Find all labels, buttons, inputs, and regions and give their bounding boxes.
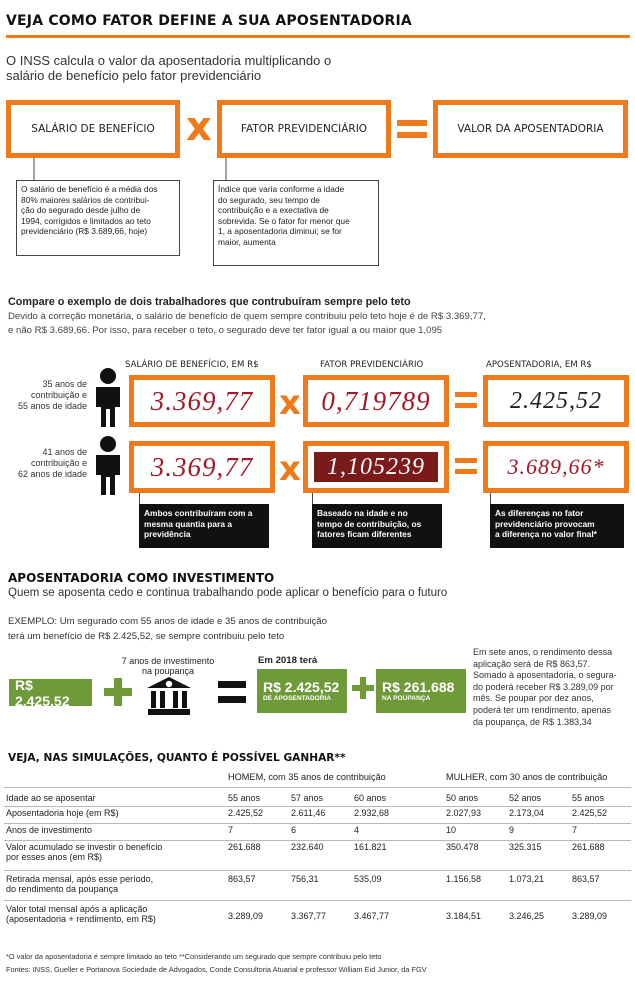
person-icon xyxy=(93,367,123,429)
bnote-diferencas: As diferenças no fator previdenciário provocam a diferença no valor final* xyxy=(490,504,624,548)
investment-side-text: Em sete anos, o rendimento dessa aplicação será de R$ 863,57. Somado à aposentadoria, o segura- do poderá receber R$ 3.289,09 por mês. Se poupar por dez anos, poderá ter um rendimento, apenas da poupança, de R$ 1.383,34 xyxy=(473,647,617,727)
person-icon xyxy=(93,435,123,497)
table-row: Retirada mensal, após esse período, do rendimento da poupança 863,57 756,31 535,09 1.156,58 1.073,21 863,57 xyxy=(4,871,631,901)
connector-1 xyxy=(28,158,40,180)
bnote-ambos: Ambos contribuíram com a mesma quantia para a previdência xyxy=(139,504,269,548)
connector-2 xyxy=(220,158,232,180)
compare-title: Compare o exemplo de dois trabalhadores que contrubuíram sempre pelo teto xyxy=(8,296,411,308)
equals-big-sign xyxy=(218,681,246,705)
note-salario: O salário de benefício é a média dos 80% maiores salários de contribui- ção do segurado desde julho de 1994, corrigidos e limitados ao teto previdenciário (R$ 3.689,66, hoje) xyxy=(16,180,180,256)
result-poupanca-box: R$ 261.688 NA POUPANÇA xyxy=(376,669,466,713)
bank-icon xyxy=(145,676,193,716)
result-aposentadoria-box: R$ 2.425,52 DE APOSENTADORIA xyxy=(257,669,347,713)
page-title: VEJA COMO FATOR DEFINE A SUA APOSENTADORIA xyxy=(6,13,412,29)
note-fator: Índice que varia conforme a idade do segurado, seu tempo de contribuição e a exectativa de sobrevida. Se o fator for menor que 1, a aposentadoria diminui; se for maior, aumenta xyxy=(213,180,379,266)
row2-label: 41 anos de contribuição e 62 anos de idade xyxy=(17,447,87,479)
col-aposentadoria-header: APOSENTADORIA, EM R$ xyxy=(486,360,592,370)
compare-text-2: e não R$ 3.689,66. Por isso, para receber o teto, o segurado deve ter fator igual a ou maior que 1,095 xyxy=(8,325,443,336)
compare-text-1: Devido à correção monetária, o salário de benefício de quem sempre contribuiu pelo teto hoje é de R$ 3.369,77, xyxy=(8,311,486,322)
box-valor-aposentadoria: VALOR DA APOSENTADORIA xyxy=(433,100,628,158)
start-benefit-box: R$ 2.425,52 xyxy=(9,679,92,706)
result-label: Em 2018 terá xyxy=(258,655,318,666)
investment-example-1: EXEMPLO: Um segurado com 55 anos de idade e 35 anos de contribuição xyxy=(8,616,327,627)
table-row: Idade ao se aposentar 55 anos 57 anos 60 anos 50 anos 52 anos 55 anos xyxy=(4,788,631,807)
row2-multiply-sign: x xyxy=(279,449,301,489)
intro-line-2: salário de benefício pelo fator previdenciário xyxy=(6,68,262,83)
row1-equals-sign xyxy=(455,392,477,410)
row2-equals-sign xyxy=(455,458,477,476)
table-row: Valor total mensal após a aplicação (aposentadoria + rendimento, em R$) 3.289,09 3.367,77 3.467,77 3.184,51 3.246,25 3.289,09 xyxy=(4,901,631,935)
row2-fator-box: 1,105239 xyxy=(303,441,449,493)
box-salario-beneficio: SALÁRIO DE BENEFÍCIO xyxy=(6,100,180,158)
col-fator-header: FATOR PREVIDENCIÁRIO xyxy=(320,360,424,370)
row1-fator-box: 0,719789 xyxy=(303,375,449,427)
row1-aposentadoria-box: 2.425,52 xyxy=(483,375,629,427)
row1-salario-box: 3.369,77 xyxy=(129,375,275,427)
investment-example-2: terá um benefício de R$ 2.425,52, se sempre contribuiu pelo teto xyxy=(8,631,285,642)
row2-aposentadoria-box: 3.689,66* xyxy=(483,441,629,493)
table-header-row xyxy=(4,771,631,788)
homem-header: HOMEM, com 35 anos de contribuição xyxy=(228,772,386,782)
simulations-title: VEJA, NAS SIMULAÇÕES, QUANTO É POSSÍVEL GANHAR** xyxy=(8,752,346,764)
table-row: Aposentadoria hoje (em R$) 2.425,52 2.611,46 2.932,68 2.027,93 2.173,04 2.425,52 xyxy=(4,807,631,824)
investment-title: APOSENTADORIA COMO INVESTIMENTO xyxy=(8,571,275,585)
box-fator-previdenciario: FATOR PREVIDENCIÁRIO xyxy=(217,100,391,158)
equals-sign xyxy=(397,117,427,141)
intro-line-1: O INSS calcula o valor da aposentadoria multiplicando o xyxy=(6,53,332,68)
plus-sign xyxy=(104,678,132,706)
multiply-sign: x xyxy=(186,104,212,150)
mulher-header: MULHER, com 30 anos de contribuição xyxy=(446,772,608,782)
row2-salario-box: 3.369,77 xyxy=(129,441,275,493)
table-row: Anos de investimento 7 6 4 10 9 7 xyxy=(4,824,631,841)
bnote-baseado: Baseado na idade e no tempo de contribuição, os fatores ficam diferentes xyxy=(312,504,442,548)
bank-label: 7 anos de investimento na poupança xyxy=(121,656,215,676)
investment-subtitle: Quem se aposenta cedo e continua trabalhando pode aplicar o benefício para o futuro xyxy=(8,587,448,599)
simulations-table xyxy=(4,771,631,935)
plus-sign xyxy=(352,677,374,699)
col-salario-header: SALÁRIO DE BENEFÍCIO, EM R$ xyxy=(125,360,259,370)
row1-multiply-sign: x xyxy=(279,383,301,423)
footer-note: *O valor da aposentadoria é sempre limitado ao teto **Considerando um segurado que sempre contribuiu pelo teto xyxy=(6,952,382,961)
footer-sources: Fontes: INSS, Gueller e Portanova Sociedade de Advogados, Conde Consultoria Atuarial e professor William Eid Junior, da FGV xyxy=(6,965,427,974)
row1-label: 35 anos de contribuição e 55 anos de idade xyxy=(17,379,87,411)
table-row: Valor acumulado se investir o benefício por esses anos (em R$) 261.688 232.640 161.821 350.478 325.315 261.688 xyxy=(4,841,631,871)
orange-rule xyxy=(6,35,630,38)
